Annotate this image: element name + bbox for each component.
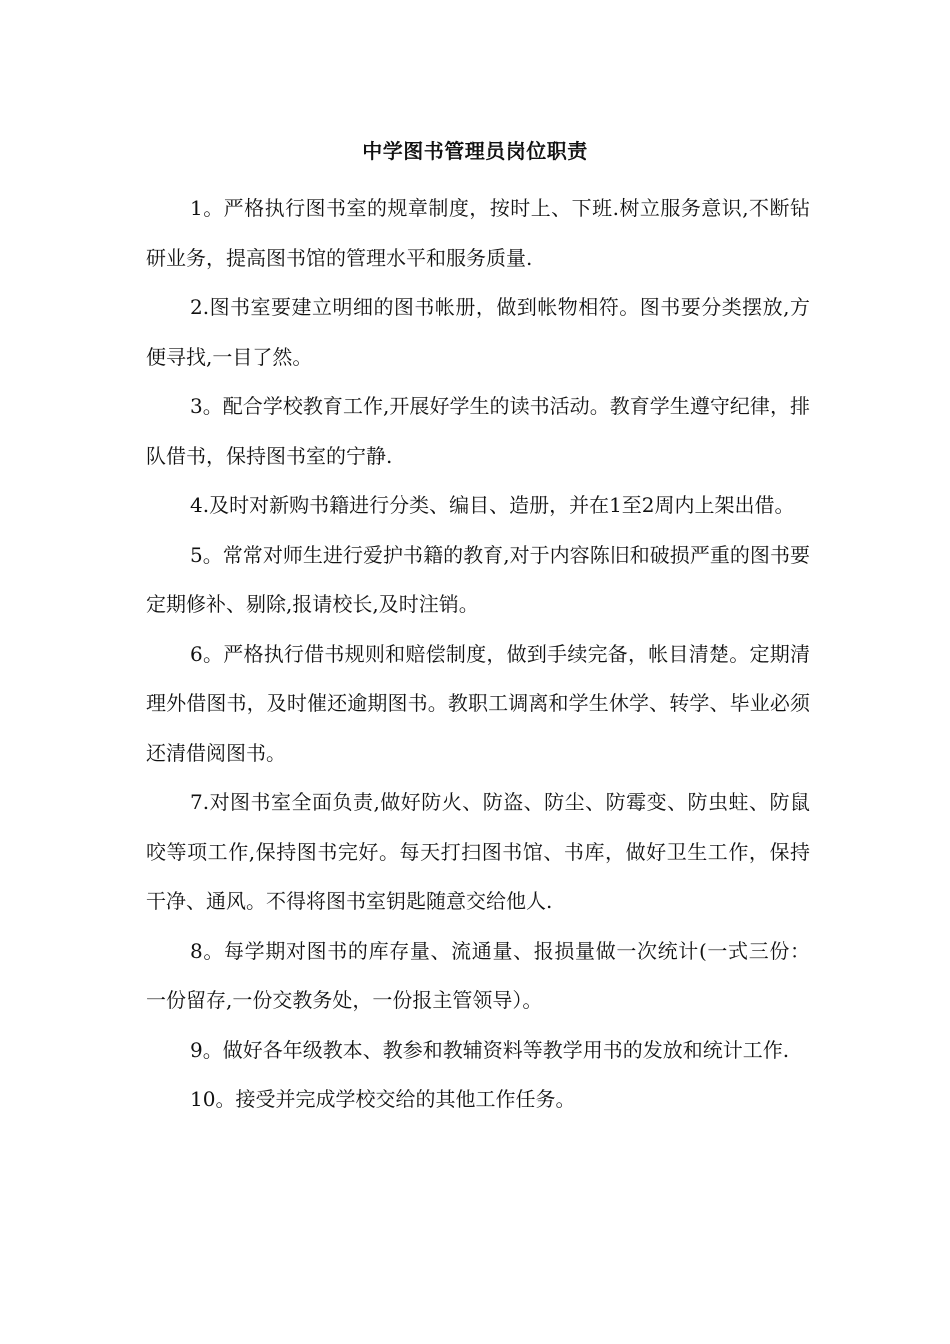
duty-item-5: 5。常常对师生进行爱护书籍的教育,对于内容陈旧和破损严重的图书要定期修补、剔除,报请校长,及时注销。 xyxy=(146,542,810,616)
duty-item-1: 1。严格执行图书室的规章制度，按时上、下班.树立服务意识,不断钻研业务，提高图书馆的管理水平和服务质量. xyxy=(146,196,810,270)
duty-item-2: 2.图书室要建立明细的图书帐册，做到帐物相符。图书要分类摆放,方便寻找,一目了然。 xyxy=(146,295,810,369)
document-body xyxy=(146,184,810,1125)
duty-item-9: 9。做好各年级教本、教参和教辅资料等教学用书的发放和统计工作. xyxy=(190,1037,790,1062)
duty-item-3: 3。配合学校教育工作,开展好学生的读书活动。教育学生遵守纪律，排队借书，保持图书室的宁静. xyxy=(146,394,810,468)
duty-item-8: 8。每学期对图书的库存量、流通量、报损量做一次统计(一式三份：一份留存,一份交教务处，一份报主管领导）。 xyxy=(146,938,810,1012)
duty-item-4: 4.及时对新购书籍进行分类、编目、造册，并在1至2周内上架出借。 xyxy=(190,493,795,517)
document-title: 中学图书管理员岗位职责 xyxy=(362,139,588,163)
duty-item-7: 7.对图书室全面负责,做好防火、防盗、防尘、防霉变、防虫蛀、防鼠咬等项工作,保持图书完好。每天打扫图书馆、书库，做好卫生工作，保持干净、通风。不得将图书室钥匙随意交给他人. xyxy=(146,790,810,913)
duty-item-10: 10。接受并完成学校交给的其他工作任务。 xyxy=(190,1087,576,1111)
duty-item-6: 6。严格执行借书规则和赔偿制度，做到手续完备，帐目清楚。定期清理外借图书，及时催还逾期图书。教职工调离和学生休学、转学、毕业必须还清借阅图书。 xyxy=(146,641,810,765)
